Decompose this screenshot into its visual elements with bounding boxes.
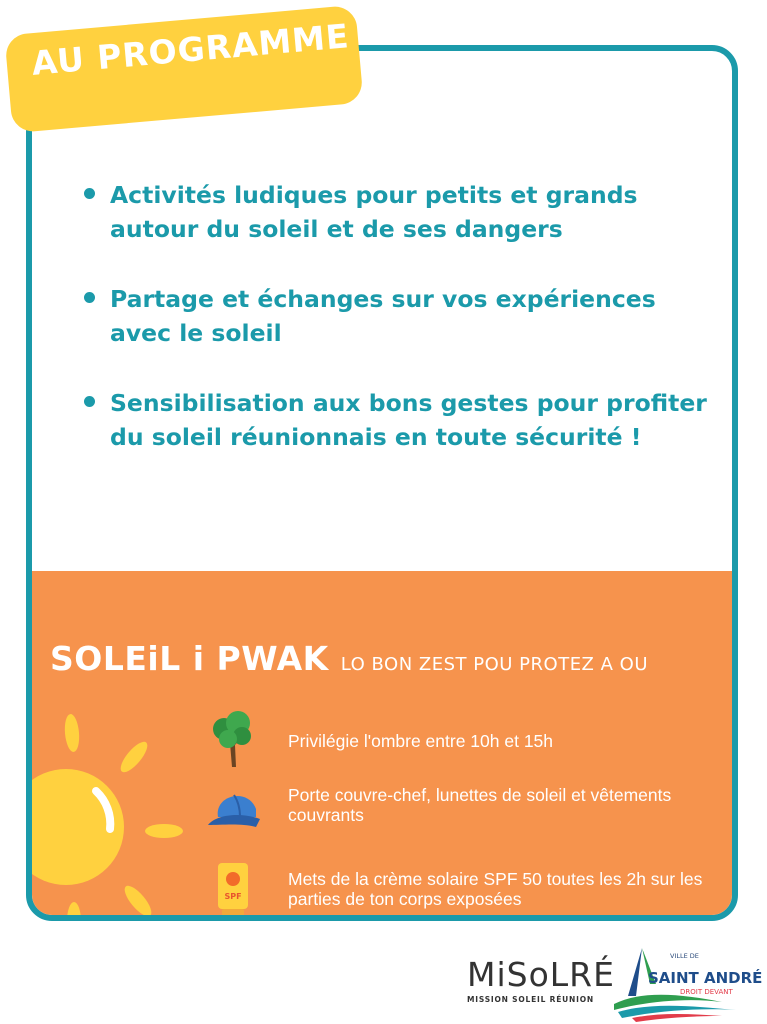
sun-illustration (26, 711, 196, 921)
list-item (84, 282, 724, 350)
soleil-tagline: LO BON ZEST POU PROTEZ A OU (340, 654, 648, 675)
programme-item-text: Activités ludiques pour petits et grands autour du soleil et de ses dangers (110, 181, 638, 243)
bullet-dot (84, 396, 95, 407)
programme-item-text: Partage et échanges sur vos expériences avec le soleil (110, 285, 656, 347)
saint-andre-logo (612, 944, 763, 1024)
misolre-subtitle: MISSION SOLEIL RÉUNION (467, 995, 594, 1004)
list-item (84, 178, 724, 246)
tree-icon (210, 709, 254, 767)
bullet-dot (84, 188, 95, 199)
badge-label: AU PROGRAMME (30, 16, 351, 83)
soleil-title: SOLEiL i PWAK (50, 639, 329, 678)
cap-icon (204, 783, 264, 835)
tip-text: Porte couvre-chef, lunettes de soleil et vêtements couvrants (288, 785, 672, 825)
tip-text: Privilégie l'ombre entre 10h et 15h (288, 731, 554, 751)
sunscreen-icon (212, 859, 254, 921)
programme-list (84, 178, 724, 490)
soleil-heading (50, 639, 648, 678)
soleil-section (32, 571, 732, 915)
programme-item-text: Sensibilisation aux bons gestes pour profiter du soleil réunionnais en toute sécurité ! (110, 389, 707, 451)
sunscreen-label: SPF (224, 892, 242, 901)
tip-text: Mets de la crème solaire SPF 50 toutes les 2h sur les parties de ton corps exposées (288, 869, 703, 909)
misolre-wordmark: MiSoLRÉ (467, 955, 615, 994)
tip-clothing (288, 785, 718, 825)
programme-card (26, 45, 738, 921)
bullet-dot (84, 292, 95, 303)
saint-andre-name: SAINT ANDRÉ (648, 969, 763, 987)
saint-andre-ville: VILLE DE (670, 952, 699, 960)
tip-shade (288, 731, 718, 751)
saint-andre-subtitle: DROIT DEVANT (680, 988, 733, 996)
tip-sunscreen (288, 869, 718, 909)
list-item (84, 386, 724, 454)
misolre-logo (467, 955, 615, 1011)
